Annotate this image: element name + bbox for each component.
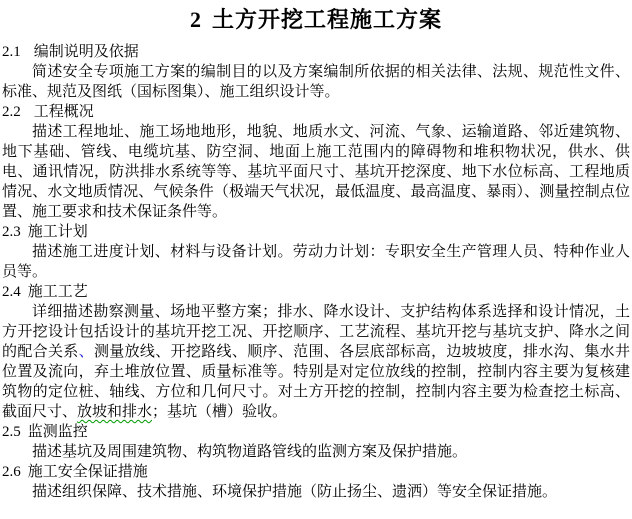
section-heading [2, 422, 630, 442]
section-paragraph: 简述安全专项施工方案的编制目的以及方案编制所依据的相关法律、法规、规范性文件、标准、规范及图纸（国标图集）、施工组织设计等。 [2, 64, 630, 100]
section-number: 2.2 [2, 104, 21, 120]
section-2-4 [2, 282, 630, 422]
section-paragraph [2, 302, 630, 422]
text-segment: 测量放线、开挖路线、顺序、范围、各层底部标高，边坡坡度，排水沟、集水井位置及流向，弃土堆放位置、质量标准等。特别是对定位放线的控制，控制内容主要为复核建筑物的定位桩、轴线、方位和几何尺寸。对土方开挖的控制，控制内容主要为检查挖土标高、截面尺寸、 [2, 344, 630, 420]
section-heading [2, 462, 630, 482]
section-number: 2.4 [2, 284, 21, 300]
section-number: 2.6 [2, 464, 21, 480]
document-title [2, 6, 630, 33]
section-heading-label: 施工计划 [27, 224, 88, 240]
section-2-6 [2, 462, 630, 502]
section-heading-label: 监测监控 [27, 424, 88, 440]
section-heading [2, 282, 630, 302]
text-segment: 详细描述勘察测量、场地平整方案；排水、降水设计、支护结构体系选择和设计情况，土方开挖设计包括设计的基坑开挖工况、开挖顺序、工艺流程、基坑开挖与基坑支护、降水之间的配合关系 [2, 304, 630, 360]
section-number: 2.5 [2, 424, 21, 440]
text-segment: ；基坑（槽）验收。 [152, 404, 288, 420]
section-heading-label: 编制说明及依据 [33, 44, 139, 60]
title-text: 土方开挖工程施工方案 [211, 7, 442, 32]
section-heading [2, 102, 630, 122]
section-2-1 [2, 42, 630, 102]
section-number: 2.3 [2, 224, 21, 240]
section-heading [2, 222, 630, 242]
section-2-5 [2, 422, 630, 462]
section-paragraph: 描述工程地址、施工场地地形，地貌、地质水文、河流、气象、运输道路、邻近建筑物、地下基础、管线、电缆坑基、防空洞、地面上施工范围内的障碍物和堆积物状况，供水、供电、通讯情况，防洪排水系统等等、基坑平面尺寸、基坑开挖深度、地下水位标高、工程地质情况、水文地质情况、气候条件（极端天气状况，最低温度、最高温度、暴雨）、测量控制点位置、施工要求和技术保证条件等。 [2, 124, 630, 220]
section-paragraph: 描述施工进度计划、材料与设备计划。劳动力计划：专职安全生产管理人员、特种作业人员等。 [2, 244, 630, 280]
section-2-2 [2, 102, 630, 222]
section-paragraph: 描述基坑及周围建筑物、构筑物道路管线的监测方案及保护措施。 [32, 444, 468, 460]
section-paragraph: 描述组织保障、技术措施、环境保护措施（防止扬尘、遗洒）等安全保证措施。 [32, 484, 558, 500]
grammar-checked-text: 放坡和排水 [77, 404, 153, 420]
section-heading-label: 施工安全保证措施 [27, 464, 148, 480]
section-heading-label: 施工工艺 [27, 284, 88, 300]
section-heading [2, 42, 630, 62]
section-heading-label: 工程概况 [33, 104, 94, 120]
revision-mark-punctuation: 、 [78, 344, 94, 360]
section-number: 2.1 [2, 44, 21, 60]
title-section-number: 2 [189, 7, 201, 32]
sections-container [2, 42, 630, 502]
section-2-3 [2, 222, 630, 282]
